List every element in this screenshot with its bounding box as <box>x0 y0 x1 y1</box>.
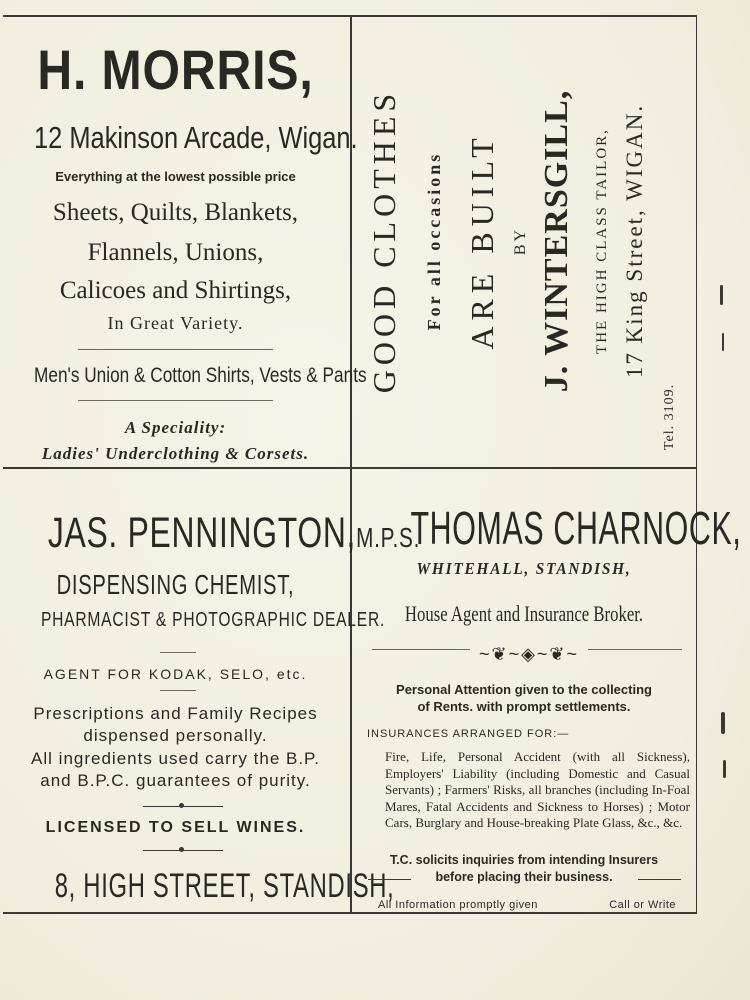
advert-pennington <box>3 469 421 910</box>
wintersgill-for-all: For all occasions <box>424 151 444 331</box>
morris-rule-2 <box>78 400 273 401</box>
charnock-attention-2: of Rents. with prompt settlements. <box>417 699 631 714</box>
pennington-name-text: JAS. PENNINGTON, <box>47 509 357 557</box>
charnock-dash-right <box>638 879 681 880</box>
pennington-divider-2-dot <box>179 847 184 852</box>
advert-grid <box>3 15 742 914</box>
pennington-body-1: Prescriptions and Family Recipes <box>33 704 318 723</box>
charnock-role: House Agent and Insurance Broker. <box>404 601 644 626</box>
wintersgill-by: BY <box>512 226 529 256</box>
binding-mark-4 <box>723 760 726 778</box>
wintersgill-tailor: THE HIGH CLASS TAILOR, <box>594 128 610 354</box>
charnock-info: All Information promptly given <box>378 899 538 911</box>
morris-address: 12 Makinson Arcade, Wigan. <box>34 120 358 155</box>
advert-wintersgill <box>352 17 696 465</box>
morris-variety: In Great Variety. <box>107 313 244 333</box>
wintersgill-rotated-block <box>352 17 696 465</box>
pennington-suffix: M.P.S. <box>356 522 421 553</box>
binding-mark-3 <box>721 712 725 734</box>
binding-mark-2 <box>722 333 724 351</box>
charnock-before: before placing their business. <box>435 870 613 884</box>
wintersgill-address: 17 King Street, WIGAN. <box>622 103 647 379</box>
grid-border-right <box>696 17 697 912</box>
pennington-license: LICENSED TO SELL WINES. <box>45 819 306 836</box>
charnock-ornament: ~❦~◈~❦~ <box>470 644 588 665</box>
pennington-body-3: All ingredients used carry the B.P. <box>31 749 320 768</box>
morris-line-sheets: Sheets, Quilts, Blankets, <box>52 199 299 226</box>
morris-ladies: Ladies' Underclothing & Corsets. <box>41 444 310 463</box>
charnock-solicits: T.C. solicits inquiries from intending Insurers <box>389 853 659 867</box>
pennington-agent: AGENT FOR KODAK, SELO, etc. <box>43 666 308 682</box>
wintersgill-name: J. WINTERSGILL, <box>538 89 575 393</box>
charnock-insurances-heading: INSURANCES ARRANGED FOR:— <box>367 728 570 740</box>
pennington-body-2: dispensed personally. <box>83 726 268 745</box>
pennington-rule-1 <box>160 652 196 653</box>
morris-line-flannels: Flannels, Unions, <box>87 239 264 266</box>
morris-speciality: A Speciality: <box>124 418 227 437</box>
charnock-location: WHITEHALL, STANDISH, <box>416 559 632 578</box>
pennington-body-4: and B.P.C. guarantees of purity. <box>40 771 311 790</box>
charnock-attention-1: Personal Attention given to the collecting <box>396 682 652 697</box>
wintersgill-tel: Tel. 3109. <box>662 383 677 451</box>
morris-shirts: Men's Union & Cotton Shirts, Vests & Pants <box>34 364 367 387</box>
morris-name: H. MORRIS, <box>37 38 314 101</box>
wintersgill-are-built: ARE BUILT <box>464 132 500 350</box>
advert-charnock <box>352 469 742 911</box>
morris-line-calicoes: Calicoes and Shirtings, <box>59 277 292 304</box>
charnock-name: THOMAS CHARNOCK, <box>410 502 742 554</box>
pennington-divider-1-dot <box>179 803 184 808</box>
pennington-address: 8, HIGH STREET, STANDISH, <box>54 867 395 905</box>
binding-mark-1 <box>720 285 723 305</box>
charnock-insurance-list: Fire, Life, Personal Accident (with all Sickness), Employers' Liability (including Domestic and Casual Servants) ; Farmers' Risks, all branches (including In-Foal Mares, Fatal Accidents and Sickness to Horses) ; Motor Cars, Burglary and House-breaking Plate Glass, &c., &c. <box>385 749 690 830</box>
wintersgill-good-clothes: GOOD CLOTHES <box>366 88 402 394</box>
morris-rule-1 <box>78 349 273 350</box>
advert-morris <box>3 17 367 465</box>
pennington-rule-2 <box>160 690 196 691</box>
morris-tagline: Everything at the lowest possible price <box>55 169 296 184</box>
charnock-call: Call or Write <box>609 899 676 911</box>
pennington-role-2: PHARMACIST & PHOTOGRAPHIC DEALER. <box>40 609 386 631</box>
pennington-name <box>47 509 421 558</box>
pennington-role: DISPENSING CHEMIST, <box>56 569 295 600</box>
